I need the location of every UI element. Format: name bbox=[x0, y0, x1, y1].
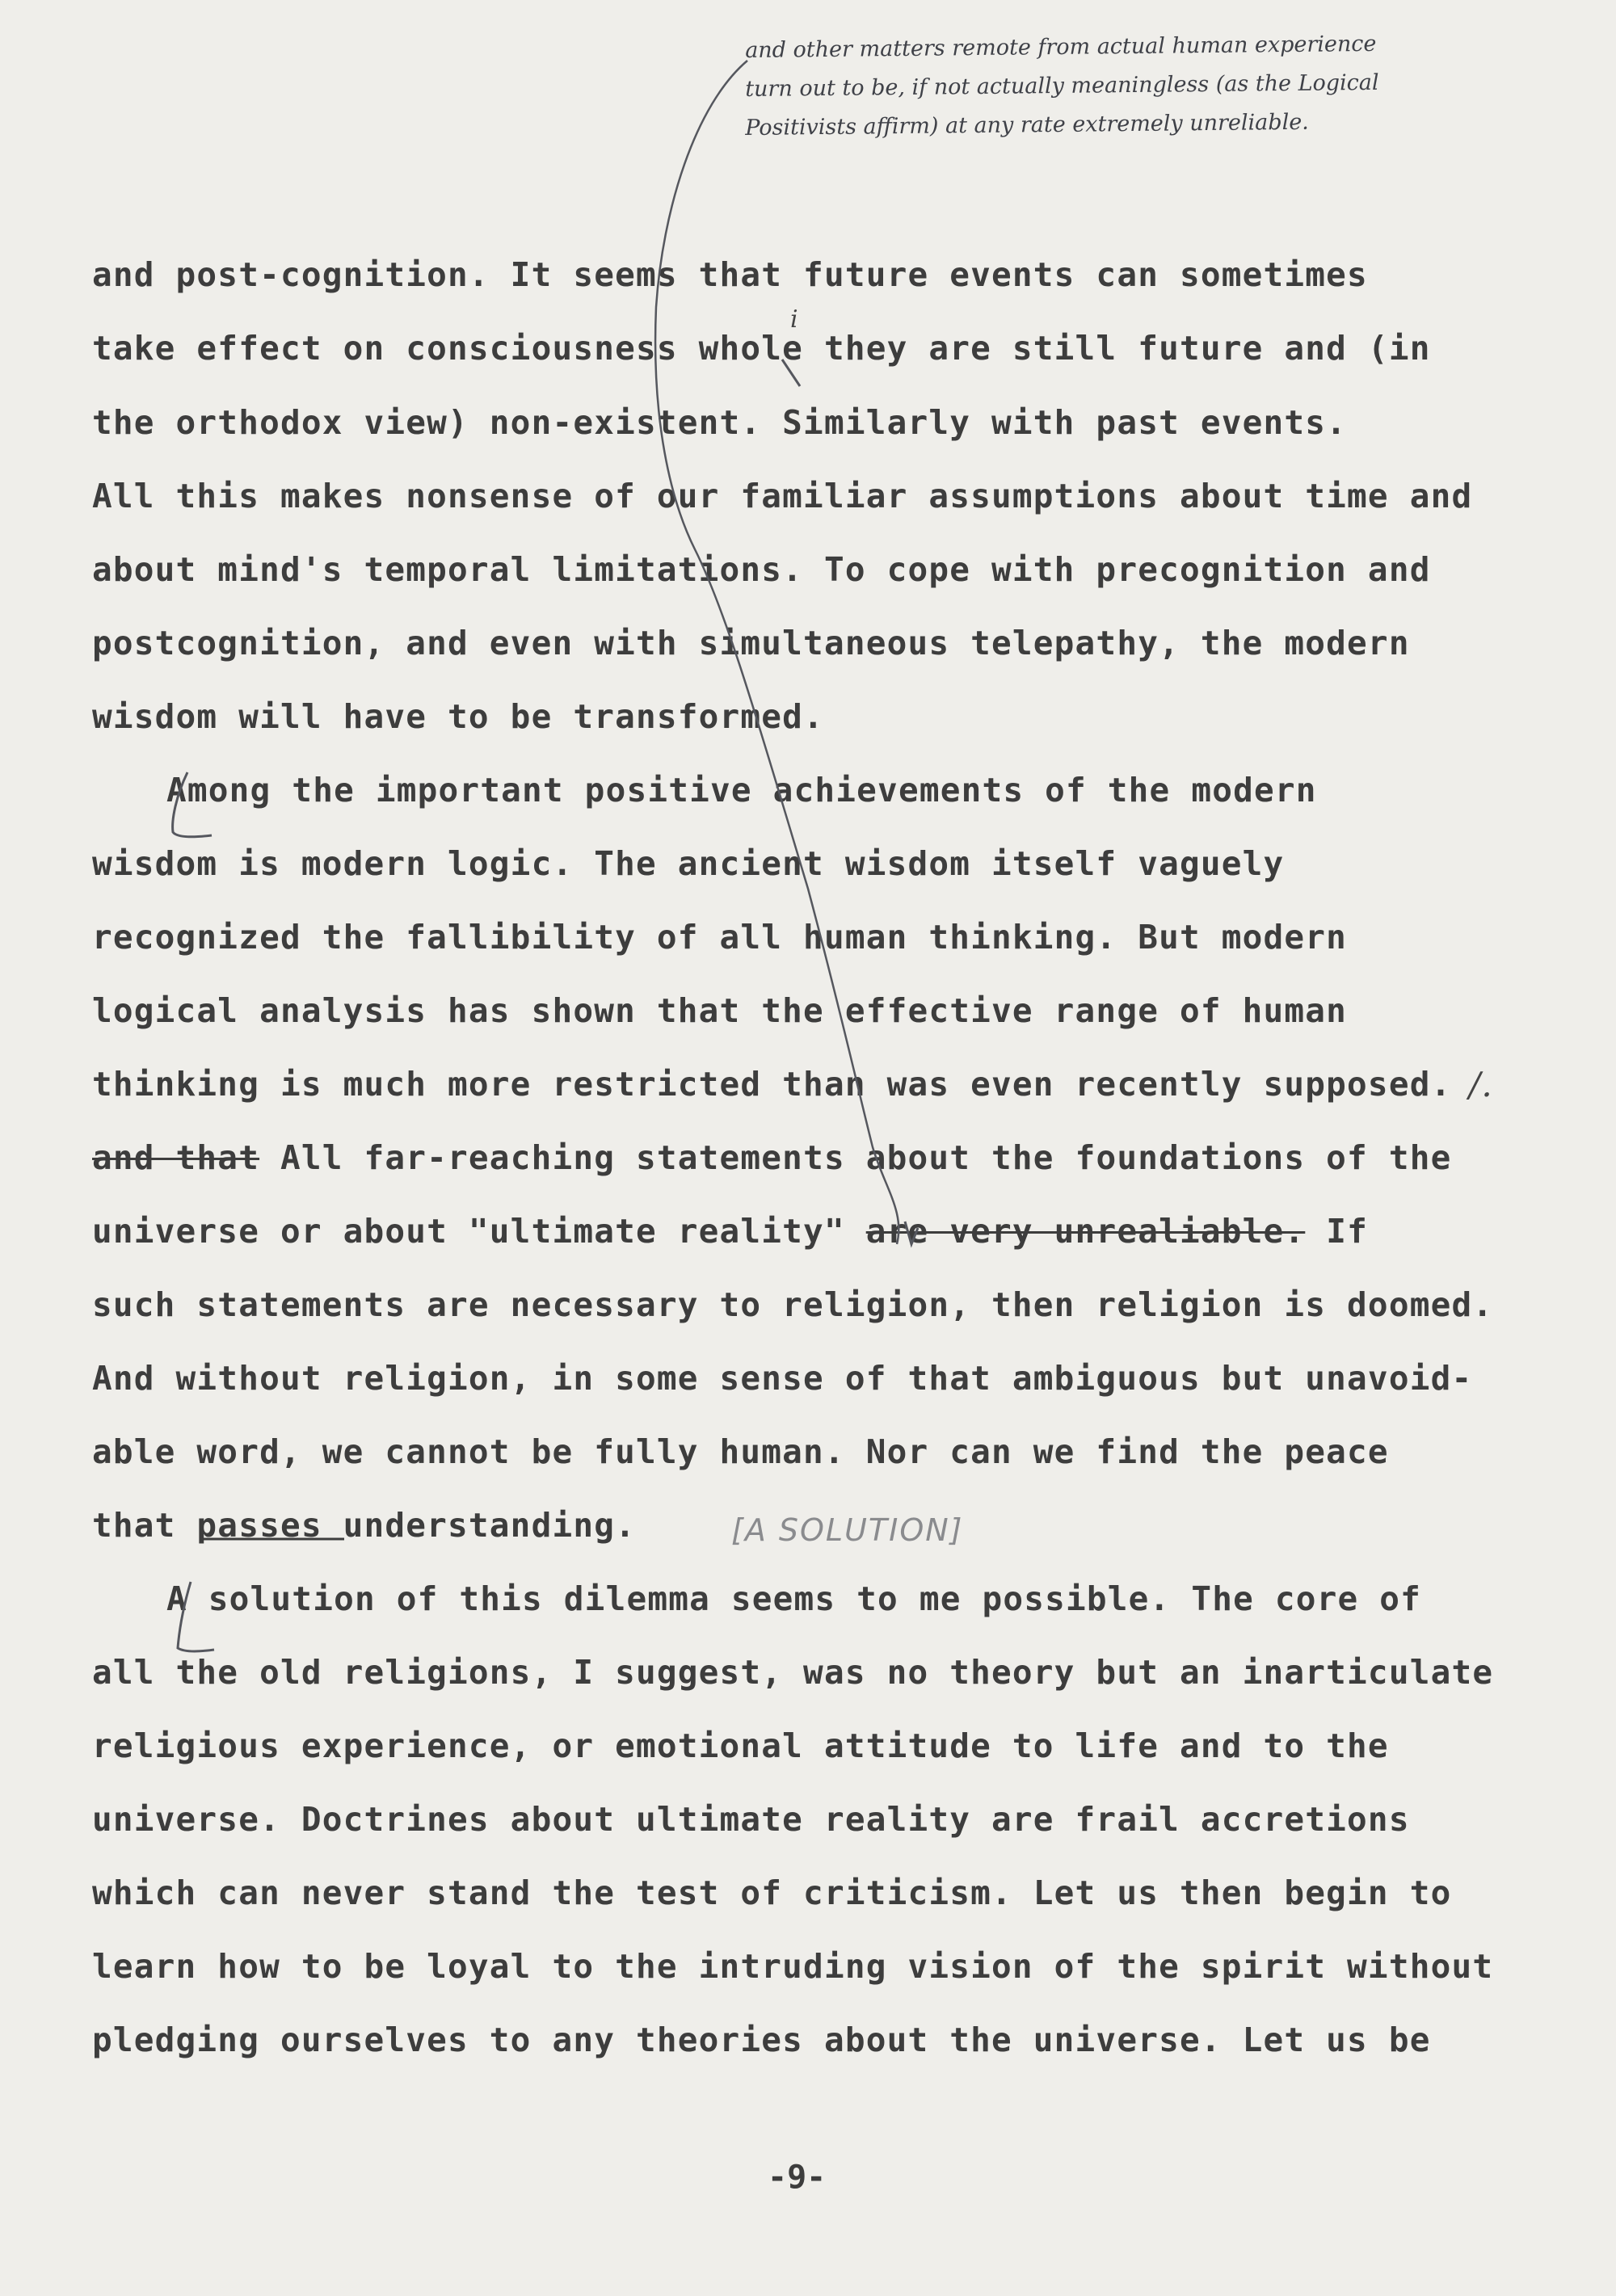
text-line: And without religion, in some sense of that ambiguous but unavoid- bbox=[92, 1359, 1473, 1398]
text-line: universe. Doctrines about ultimate reality are frail accretions bbox=[92, 1800, 1410, 1839]
text-line: religious experience, or emotional attitude to life and to the bbox=[92, 1726, 1389, 1765]
text-line: wisdom is modern logic. The ancient wisdom itself vaguely bbox=[92, 844, 1285, 883]
text-line: that passes understanding. bbox=[92, 1506, 636, 1545]
text-line: such statements are necessary to religion, then religion is doomed. bbox=[92, 1285, 1494, 1324]
text-line: A solution of this dilemma seems to me possible. The core of bbox=[166, 1579, 1422, 1618]
text-line: All this makes nonsense of our familiar assumptions about time and bbox=[92, 477, 1473, 515]
handwritten-note-line-3: Positivists affirm) at any rate extremely unreliable. bbox=[745, 109, 1309, 141]
text-line: able word, we cannot be fully human. Nor can we find the peace bbox=[92, 1432, 1389, 1471]
text-line: logical analysis has shown that the effective range of human bbox=[92, 991, 1348, 1030]
text-line-content: If bbox=[1326, 1212, 1368, 1251]
slash-mark: /. bbox=[1469, 1065, 1493, 1104]
text-line bbox=[92, 1138, 1451, 1177]
text-line: about mind's temporal limitations. To cope with precognition and bbox=[92, 550, 1431, 589]
handwritten-note-line-1: and other matters remote from actual human experience bbox=[745, 31, 1377, 63]
text-line: recognized the fallibility of all human thinking. But modern bbox=[92, 918, 1348, 957]
text-line: pledging ourselves to any theories about the universe. Let us be bbox=[92, 2021, 1431, 2059]
text-line-content: All far-reaching statements about the foundations of the bbox=[280, 1138, 1452, 1177]
struck-text: are very unrealiable. bbox=[865, 1212, 1306, 1251]
text-line: Among the important positive achievements of the modern bbox=[166, 771, 1317, 809]
text-line: postcognition, and even with simultaneous telepathy, the modern bbox=[92, 624, 1410, 662]
text-line bbox=[92, 1212, 1368, 1251]
insert-mark: i bbox=[790, 305, 799, 334]
text-line: which can never stand the test of criticism. Let us then begin to bbox=[92, 1873, 1452, 1912]
pencil-note-solution: [A SOLUTION] bbox=[731, 1512, 964, 1548]
text-line: wisdom will have to be transformed. bbox=[92, 697, 824, 736]
text-line: take effect on consciousness whole they are still future and (in bbox=[92, 329, 1431, 368]
text-line: thinking is much more restricted than was even recently supposed. bbox=[92, 1065, 1452, 1104]
text-line: learn how to be loyal to the intruding vision of the spirit without bbox=[92, 1947, 1494, 1986]
handwritten-note-line-2: turn out to be, if not actually meaningless (as the Logical bbox=[745, 69, 1379, 102]
text-line: all the old religions, I suggest, was no theory but an inarticulate bbox=[92, 1653, 1494, 1692]
page-number: -9- bbox=[768, 2159, 827, 2196]
text-line-content: universe or about "ultimate reality" bbox=[92, 1212, 845, 1251]
struck-text: and that bbox=[92, 1138, 260, 1177]
text-line: and post-cognition. It seems that future events can sometimes bbox=[92, 255, 1368, 294]
text-line: the orthodox view) non-existent. Similarly with past events. bbox=[92, 403, 1348, 442]
